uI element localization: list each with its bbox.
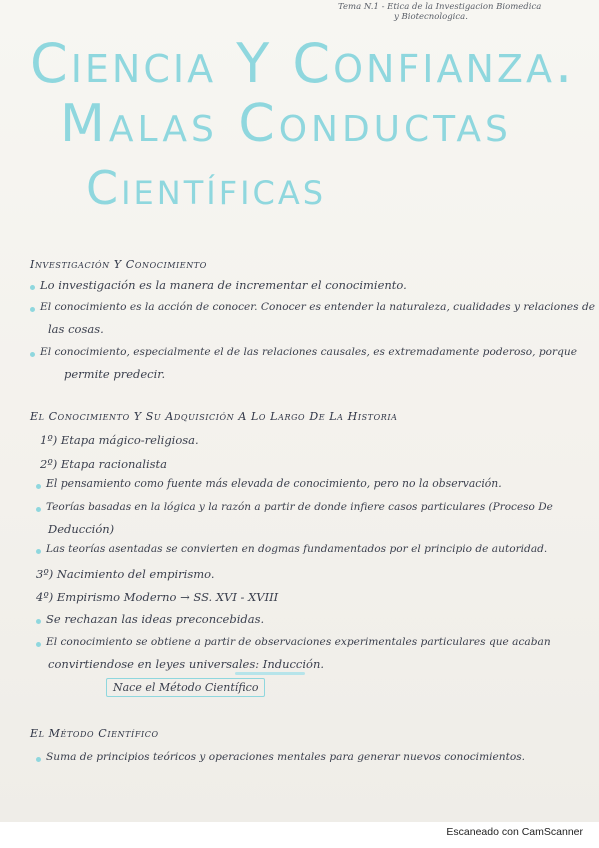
bullet-text: Se rechazan las ideas preconcebidas.: [46, 612, 265, 626]
stage-item: 3º) Nacimiento del empirismo.: [36, 567, 215, 581]
bullet-dot: [36, 642, 41, 647]
bullet-dot: [30, 307, 35, 312]
section-heading-metodo: El Método Científico: [30, 727, 159, 740]
bullet-text: El conocimiento se obtiene a partir de observaciones experimentales particulares que acaban: [46, 636, 551, 648]
bullet-text: Teorías basadas en la lógica y la razón a partir de donde infiere casos particulares (Proceso De: [46, 501, 553, 513]
bullet-dot: [30, 285, 35, 290]
bullet-text-continuation: permite predecir.: [64, 367, 166, 381]
bullet-text: El pensamiento como fuente más elevada de conocimiento, pero no la observación.: [46, 477, 502, 490]
bullet-text: Las teorías asentadas se convierten en dogmas fundamentados por el principio de autoridad.: [46, 543, 548, 555]
bullet-text-continuation: convirtiendose en leyes universales: Inducción.: [48, 657, 325, 671]
boxed-note: Nace el Método Científico: [106, 678, 265, 697]
stage-item: 4º) Empirismo Moderno → SS. XVI - XVIII: [36, 590, 279, 604]
inline-highlight: [235, 672, 305, 675]
stage-item: 1º) Etapa mágico-religiosa.: [40, 433, 199, 447]
header-note: [338, 2, 596, 22]
bullet-dot: [36, 507, 41, 512]
bullet-dot: [36, 484, 41, 489]
bullet-text: Lo investigación es la manera de incrementar el conocimiento.: [40, 278, 407, 292]
section-heading-investigacion: Investigación Y Conocimiento: [30, 258, 207, 271]
bullet-text: El conocimiento, especialmente el de las relaciones causales, es extremadamente poderoso, porque: [40, 346, 577, 358]
header-note-line1: Tema N.1 - Etica de la Investigacion Biomedica: [338, 2, 542, 12]
bullet-text: El conocimiento es la acción de conocer. Conocer es entender la naturaleza, cualidades y relaciones de: [40, 301, 596, 313]
bullet-text: Suma de principios teóricos y operaciones mentales para generar nuevos conocimientos.: [46, 751, 526, 763]
bullet-dot: [36, 619, 41, 624]
bullet-dot: [36, 757, 41, 762]
header-note-line2: y Biotecnologica.: [394, 12, 468, 22]
scanner-watermark: Escaneado con CamScanner: [446, 826, 583, 838]
stage-item: 2º) Etapa racionalista: [40, 457, 168, 471]
bullet-dot: [36, 549, 41, 554]
title-line-3: Científicas: [86, 161, 327, 215]
title-line-2: Malas Conductas: [60, 94, 512, 154]
section-heading-historia: El Conocimiento Y Su Adquisición A Lo Largo De La Historia: [30, 410, 398, 423]
bullet-text-continuation: las cosas.: [48, 322, 104, 336]
bullet-text-continuation: Deducción): [48, 522, 115, 536]
bullet-dot: [30, 352, 35, 357]
title-line-1: Ciencia Y Confianza.: [30, 32, 576, 95]
